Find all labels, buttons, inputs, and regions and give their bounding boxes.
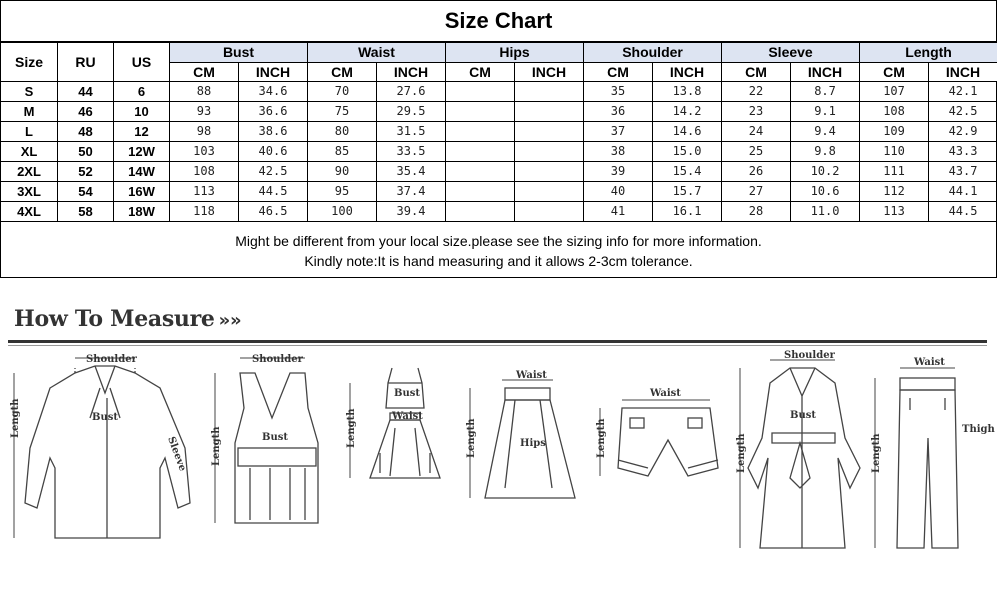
value-cell: 37 [584,122,653,142]
coat-diagram [748,368,860,548]
note-line-2: Kindly note:It is hand measuring and it allows 2-3cm tolerance. [304,253,693,269]
us-cell: 10 [114,102,170,122]
unit-header: INCH [653,63,722,82]
label-length-skirt: Length [466,418,477,458]
label-bust: Bust [92,412,118,423]
value-cell: 10.6 [791,182,860,202]
ru-cell: 44 [58,82,114,102]
value-cell: 15.4 [653,162,722,182]
unit-header: CM [584,63,653,82]
value-cell [515,122,584,142]
value-cell: 35.4 [377,162,446,182]
value-cell: 103 [170,142,239,162]
label-shoulder: Shoulder [86,354,137,365]
label-length-tank: Length [211,426,222,466]
unit-header: INCH [377,63,446,82]
blouse-diagram [25,366,190,538]
value-cell [446,162,515,182]
value-cell: 118 [170,202,239,222]
value-cell: 25 [722,142,791,162]
unit-header: INCH [791,63,860,82]
chevrons-icon: »» [218,310,242,331]
value-cell: 95 [308,182,377,202]
size-notes [0,225,997,277]
size-cell: 2XL [1,162,58,182]
value-cell [446,102,515,122]
value-cell: 14.2 [653,102,722,122]
size-table [0,42,997,222]
value-cell: 42.5 [929,102,997,122]
value-cell: 42.5 [239,162,308,182]
value-cell: 15.7 [653,182,722,202]
label-hips-skirt: Hips [520,438,546,449]
us-cell: 6 [114,82,170,102]
ru-cell: 48 [58,122,114,142]
how-to-measure-title: How To Measure [14,306,215,332]
label-shoulder-coat: Shoulder [784,350,835,361]
dress-diagram [370,368,440,478]
value-cell: 31.5 [377,122,446,142]
value-cell: 13.8 [653,82,722,102]
table-row [1,122,997,142]
value-cell: 85 [308,142,377,162]
value-cell: 40.6 [239,142,308,162]
value-cell: 9.8 [791,142,860,162]
size-cell: M [1,102,58,122]
heading-rule-thin [8,345,987,346]
us-cell: 18W [114,202,170,222]
table-row [1,202,997,222]
how-to-measure-section [0,278,997,596]
label-sleeve: Sleeve [165,435,188,473]
value-cell: 8.7 [791,82,860,102]
value-cell [515,182,584,202]
size-cell: XL [1,142,58,162]
col-group-hips: Hips [446,43,584,63]
value-cell: 26 [722,162,791,182]
col-group-length: Length [860,43,997,63]
value-cell [515,142,584,162]
label-waist-trousers: Waist [914,357,945,368]
ru-cell: 52 [58,162,114,182]
value-cell: 90 [308,162,377,182]
unit-header: CM [722,63,791,82]
value-cell: 35 [584,82,653,102]
col-header-ru: RU [58,43,114,82]
col-group-bust: Bust [170,43,308,63]
size-table-body [1,82,997,222]
value-cell: 93 [170,102,239,122]
table-row [1,102,997,122]
value-cell: 44.1 [929,182,997,202]
label-length-coat: Length [736,433,747,473]
value-cell: 107 [860,82,929,102]
value-cell: 33.5 [377,142,446,162]
us-cell: 14W [114,162,170,182]
value-cell: 108 [860,102,929,122]
label-shoulder-tank: Shoulder [252,354,303,365]
size-cell: S [1,82,58,102]
value-cell: 39.4 [377,202,446,222]
value-cell: 108 [170,162,239,182]
value-cell: 15.0 [653,142,722,162]
how-to-measure-heading [14,306,241,332]
value-cell: 11.0 [791,202,860,222]
value-cell [446,122,515,142]
value-cell: 112 [860,182,929,202]
value-cell: 44.5 [239,182,308,202]
table-row [1,182,997,202]
label-waist-dress: Waist [392,411,423,422]
value-cell: 98 [170,122,239,142]
unit-header: INCH [929,63,997,82]
value-cell: 75 [308,102,377,122]
value-cell [515,102,584,122]
value-cell: 29.5 [377,102,446,122]
value-cell [515,162,584,182]
label-waist-skirt: Waist [516,370,547,381]
value-cell: 38 [584,142,653,162]
heading-rule [8,340,987,343]
label-length-dress: Length [346,408,357,448]
label-bust-tank: Bust [262,432,288,443]
value-cell: 16.1 [653,202,722,222]
value-cell: 14.6 [653,122,722,142]
us-cell: 12 [114,122,170,142]
value-cell: 113 [170,182,239,202]
label-length-trousers: Length [871,433,882,473]
ru-cell: 54 [58,182,114,202]
label-thigh: Thigh [962,424,995,435]
value-cell: 34.6 [239,82,308,102]
table-row [1,142,997,162]
value-cell: 27 [722,182,791,202]
unit-header: CM [860,63,929,82]
table-row [1,162,997,182]
value-cell: 42.9 [929,122,997,142]
value-cell: 36 [584,102,653,122]
col-header-us: US [114,43,170,82]
ru-cell: 50 [58,142,114,162]
chart-title: Size Chart [0,0,997,42]
unit-header: CM [170,63,239,82]
value-cell [446,202,515,222]
size-cell: L [1,122,58,142]
value-cell: 110 [860,142,929,162]
value-cell: 42.1 [929,82,997,102]
label-waist-shorts: Waist [650,388,681,399]
value-cell: 38.6 [239,122,308,142]
label-bust-dress: Bust [394,388,420,399]
value-cell: 43.3 [929,142,997,162]
label-bust-coat: Bust [790,410,816,421]
value-cell: 111 [860,162,929,182]
unit-header: CM [446,63,515,82]
col-group-shoulder: Shoulder [584,43,722,63]
size-cell: 4XL [1,202,58,222]
value-cell: 80 [308,122,377,142]
label-length: Length [10,398,21,438]
col-header-size: Size [1,43,58,82]
value-cell: 23 [722,102,791,122]
value-cell: 37.4 [377,182,446,202]
garment-diagrams [0,348,997,588]
table-row [1,82,997,102]
value-cell: 46.5 [239,202,308,222]
value-cell: 109 [860,122,929,142]
unit-header: INCH [515,63,584,82]
value-cell: 43.7 [929,162,997,182]
size-cell: 3XL [1,182,58,202]
note-line-1: Might be different from your local size.please see the sizing info for more information. [235,233,762,249]
value-cell: 9.4 [791,122,860,142]
value-cell: 40 [584,182,653,202]
value-cell: 70 [308,82,377,102]
ru-cell: 46 [58,102,114,122]
value-cell: 9.1 [791,102,860,122]
value-cell [515,82,584,102]
value-cell [446,82,515,102]
trousers-diagram [897,378,958,548]
value-cell: 88 [170,82,239,102]
value-cell: 113 [860,202,929,222]
unit-header: INCH [239,63,308,82]
col-group-sleeve: Sleeve [722,43,860,63]
value-cell: 36.6 [239,102,308,122]
value-cell: 24 [722,122,791,142]
value-cell: 28 [722,202,791,222]
label-length-shorts: Length [596,418,607,458]
value-cell: 100 [308,202,377,222]
value-cell: 39 [584,162,653,182]
shorts-diagram [618,408,718,476]
unit-header: CM [308,63,377,82]
ru-cell: 58 [58,202,114,222]
col-group-waist: Waist [308,43,446,63]
value-cell: 44.5 [929,202,997,222]
us-cell: 12W [114,142,170,162]
us-cell: 16W [114,182,170,202]
value-cell: 27.6 [377,82,446,102]
value-cell [446,182,515,202]
value-cell: 22 [722,82,791,102]
value-cell [515,202,584,222]
value-cell: 10.2 [791,162,860,182]
tank-top-diagram [235,373,318,523]
header-row-groups [1,43,997,63]
value-cell [446,142,515,162]
value-cell: 41 [584,202,653,222]
